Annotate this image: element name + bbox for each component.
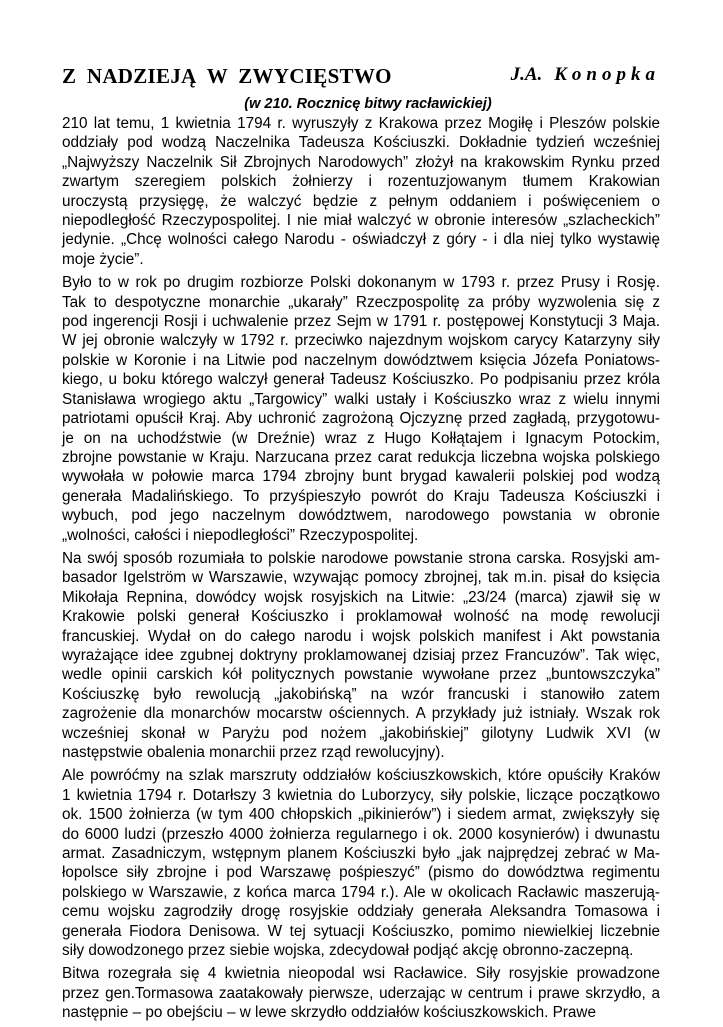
text-line: 1 kwietnia 1794 r. Dotarłszy 3 kwietnia do Luborzycy, siły polskie, liczące początkowo xyxy=(62,786,660,804)
text-line: generała Madalińskiego. To przyśpieszyło powrót do Kraju Tadeusza Kościuszki i xyxy=(62,487,660,505)
text-line: wyrażające idee zgubnej doktryny proklamowanej dzisiaj przez Francuzów”. Tak więc, xyxy=(62,646,660,664)
text-line: siły dowodzonego przez siebie wojska, zdecydował podjąć akcję obronno-zaczepną. xyxy=(62,942,634,960)
text-line: kiego, u boku którego walczył generał Tadeusz Kościuszko. Po podpisaniu przez króla xyxy=(62,371,660,389)
text-line: basador Igelström w Warszawie, wzywając pomocy zbrojnej, tak m.in. pisał do księcia xyxy=(62,569,660,587)
text-line: jedynie. „Chcę wolności całego Narodu - oświadczył z góry - i dla niej tylko wystawię xyxy=(62,231,660,249)
text-line: „Najwyższy Naczelnik Sił Zbrojnych Narodowych” złożył na krakowskim Rynku przed xyxy=(62,153,660,171)
author-surname: Konopka xyxy=(554,64,660,85)
paragraph xyxy=(62,766,660,960)
text-line: wywołała w połowie marca 1794 zbrojny bunt brygad kawalerii polskiej pod wodzą xyxy=(62,468,660,486)
text-line: Krakowie polski generał Kościuszko i proklamował wolność na modę rewolucji xyxy=(62,608,660,626)
text-line: Ale powróćmy na szlak marszruty oddziałów kościuszkowskich, które opuściły Kraków xyxy=(62,767,660,785)
text-line: Na swój sposób rozumiała to polskie narodowe powstanie strona carska. Rosyjski am- xyxy=(62,549,660,567)
text-line: zbrojne powstanie w Kraju. Narzucana przez carat redukcja liczebna wojska polskiego xyxy=(62,448,660,466)
text-line: zwartym szeregiem polskich żołnierzy i rozentuzjowanym tłumem Krakowian xyxy=(62,173,660,191)
text-line: niepodległość Rzeczypospolitej. I nie miał walczyć w obronie interesów „szlacheckich” xyxy=(62,212,660,230)
text-line: zagrożenie dla monarchów mocarstw ościennych. A przykłady już istniały. Wszak rok xyxy=(62,705,660,723)
text-line: W jej obronie walczyły w 1792 r. przeciwko najezdnym wojskom carycy Katarzyny siły xyxy=(62,332,660,350)
paragraph xyxy=(62,964,660,1022)
text-line: ok. 1500 żołnierza (w tym 400 chłopskich „pikinierów”) i siedem armat, zwiększyły się xyxy=(62,806,660,824)
text-line: następnie – po obejściu – w lewe skrzydło oddziałów kościuszkowskich. Prawe xyxy=(62,1004,596,1022)
text-line: wcześniej skonał w Paryżu pod nożem „jakobińskiej” gilotyny Ludwik XVI (w xyxy=(62,724,660,742)
author-initials: J.A. xyxy=(510,64,543,85)
text-line: „wolności, całości i niepodległości” Rzeczypospolitej. xyxy=(62,526,419,544)
text-line: polskiego w Warszawie, z końca marca 1794 r.). Ale w okolicach Racławic maszerują- xyxy=(62,883,660,901)
text-line: wybuch, pod jego naczelnym dowództwem, narodowego powstania w obronie xyxy=(62,507,660,525)
text-line: łopolsce siły zbrojne i pod Warszawę pośpieszyć” (pismo do dowództwa regimentu xyxy=(62,864,660,882)
text-line: cemu wojsku zagrodziły drogę rosyjskie oddziały generała Aleksandra Tomasowa i xyxy=(62,903,660,921)
article-subtitle: (w 210. Rocznicę bitwy racławickiej) xyxy=(244,96,492,112)
text-line: patriotami opuścił Kraj. Aby uchronić zagrożoną Ojczyznę przed zagładą, przygotowu- xyxy=(62,410,660,428)
paragraph xyxy=(62,273,660,545)
paragraph xyxy=(62,549,660,762)
text-line: polskie w Koronie i na Litwie pod naczelnym dowództwem księcia Józefa Poniatows- xyxy=(62,351,660,369)
text-line: oddziały pod wodzą Naczelnika Tadeusza Kościuszki. Dokładnie tydzień wcześniej xyxy=(62,134,660,152)
article-title: Z NADZIEJĄ W ZWYCIĘSTWO xyxy=(62,64,392,88)
text-line: Stanisława wrogiego aktu „Targowicy” walki ustały i Kościuszko wraz z wielu innymi xyxy=(62,390,660,408)
paragraph xyxy=(62,114,660,269)
text-line: pod ingerencji Rosji i uchwalenie przez Sejm w 1791 r. postępowej Konstytucji 3 Maja. xyxy=(62,313,660,331)
text-line: wedle opinii carskich kół politycznych powstanie wywołane przez „buntowszczyka” xyxy=(62,666,660,684)
text-line: 210 lat temu, 1 kwietnia 1794 r. wyruszyły z Krakowa przez Mogiłę i Pleszów polskie xyxy=(62,115,660,132)
document-page xyxy=(62,64,660,1027)
text-line: armat. Zasadniczym, wstępnym planem Kościuszki było „jak najprędzej zebrać w Ma- xyxy=(62,845,660,863)
text-line: generała Fiodora Denisowa. W tej sytuacji Kościuszko, pomimo niewielkiej liczebnie xyxy=(62,922,660,940)
article-header xyxy=(62,64,660,94)
text-line: Kościuszkę było rewolucją „jakobińską” na wzór francuski i stanowiło zatem xyxy=(62,685,660,703)
text-line: uroczystą przysięgę, że walczyć będzie z pełnym oddaniem i poświęceniem o xyxy=(62,192,660,210)
text-line: następstwie obalenia monarchii przez rząd rewolucyjny). xyxy=(62,744,445,761)
text-line: je on na uchodźstwie (w Dreźnie) wraz z Hugo Kołłątajem i Ignacym Potockim, xyxy=(62,429,660,447)
article-author xyxy=(511,64,660,86)
text-line: moje życie”. xyxy=(62,250,144,268)
text-line: przez gen.Tormasowa zaatakowały pierwsze, uderzając w centrum i prawe skrzydło, a xyxy=(62,984,660,1002)
text-line: Bitwa rozegrała się 4 kwietnia nieopodal wsi Racławice. Siły rosyjskie prowadzone xyxy=(62,965,660,983)
text-line: do 6000 ludzi (przeszło 4000 żołnierza regularnego i ok. 2000 kosynierów) i dwunastu xyxy=(62,825,660,843)
text-line: Było to w rok po drugim rozbiorze Polski dokonanym w 1793 r. przez Prusy i Rosję. xyxy=(62,274,660,292)
text-line: Tak to despotyczne monarchie „ukarały” Rzeczpospolitę za próby wyzwolenia się z xyxy=(62,293,660,311)
article-body xyxy=(62,114,660,1023)
text-line: francuskiej. Wydał on do całego narodu i wojsk polskich manifest i Akt powstania xyxy=(62,627,660,645)
text-line: Mikołaja Repnina, dowódcy wojsk rosyjskich na Litwie: „23/24 (marca) zjawił się w xyxy=(62,588,660,606)
